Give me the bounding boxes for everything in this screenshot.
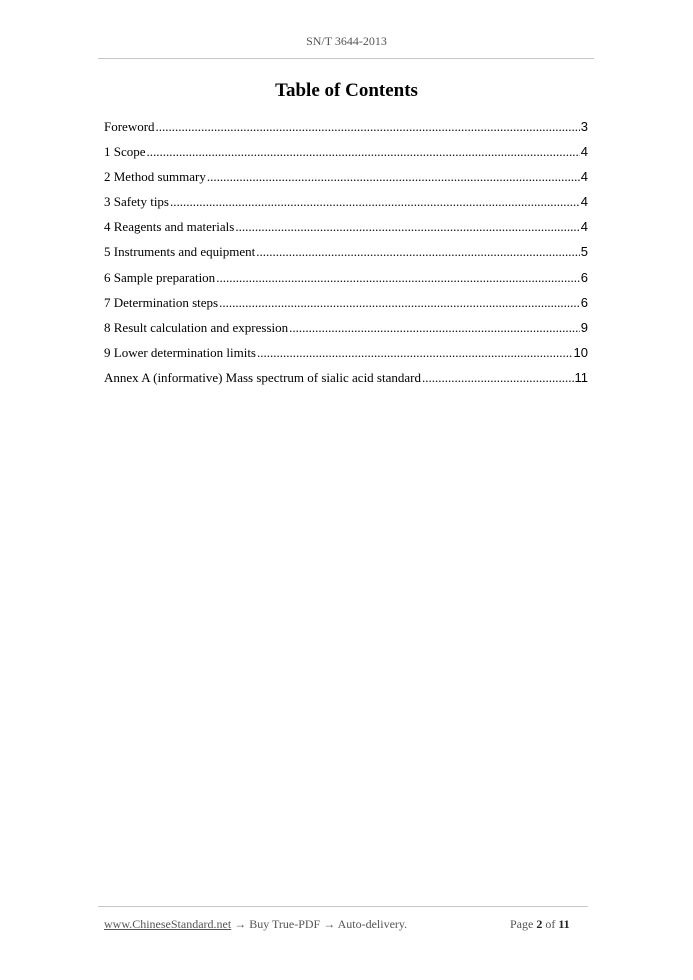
toc-entry-label: 5 Instruments and equipment [104, 244, 256, 260]
toc-entry-page: 6 [580, 294, 588, 310]
of-word: of [545, 917, 556, 931]
toc-entry-scope[interactable] [104, 142, 588, 167]
toc-entry-label: Annex A (informative) Mass spectrum of sialic acid standard [104, 369, 421, 385]
toc-entry-annex-a[interactable] [104, 368, 588, 393]
toc-entry-label: 2 Method summary [104, 169, 206, 185]
toc-dot-leader [289, 318, 580, 338]
page-word: Page [510, 917, 534, 931]
toc-entry-page: 4 [580, 144, 588, 160]
toc-entry-page: 6 [580, 269, 588, 285]
toc-entry-label: 6 Sample preparation [104, 269, 216, 285]
toc-title: Table of Contents [275, 80, 418, 101]
toc-entry-method-summary[interactable] [104, 167, 588, 192]
toc-entry-label: 9 Lower determination limits [104, 344, 256, 360]
header-divider [98, 58, 594, 59]
toc-entry-foreword[interactable] [104, 117, 588, 142]
toc-entry-page: 4 [580, 194, 588, 210]
toc-entry-page: 5 [580, 244, 588, 260]
arrow-right-icon: → [231, 917, 250, 931]
current-page-number: 2 [536, 917, 543, 931]
toc-entry-page: 3 [580, 119, 588, 134]
toc-dot-leader [235, 217, 579, 237]
footer-promo [104, 917, 407, 932]
toc-dot-leader [219, 293, 580, 313]
toc-list [104, 117, 588, 393]
toc-entry-page: 4 [580, 169, 588, 185]
running-header [0, 34, 693, 49]
toc-dot-leader [422, 368, 574, 388]
toc-entry-label: Foreword [104, 119, 155, 134]
toc-entry-instruments-and-equipment[interactable] [104, 242, 588, 267]
buy-pdf-text: Buy True-PDF [249, 917, 321, 931]
total-page-count: 11 [558, 917, 570, 931]
toc-entry-page: 9 [580, 319, 588, 335]
auto-delivery-text: Auto-delivery. [337, 917, 408, 931]
toc-dot-leader [147, 142, 580, 162]
toc-entry-determination-steps[interactable] [104, 293, 588, 318]
toc-entry-page: 4 [580, 219, 588, 235]
arrow-right-icon: → [320, 917, 338, 931]
toc-entry-sample-preparation[interactable] [104, 268, 588, 293]
website-link[interactable]: www.ChineseStandard.net [104, 917, 232, 931]
toc-entry-label: 7 Determination steps [104, 294, 219, 310]
toc-entry-label: 1 Scope [104, 144, 146, 160]
toc-entry-result-calculation[interactable] [104, 318, 588, 343]
toc-dot-leader [257, 343, 573, 363]
toc-entry-reagents-and-materials[interactable] [104, 217, 588, 242]
toc-dot-leader [156, 117, 580, 137]
document-id: SN/T 3644-2013 [306, 34, 387, 48]
page-indicator [510, 917, 570, 932]
toc-entry-lower-determination-limits[interactable] [104, 343, 588, 368]
toc-entry-label: 4 Reagents and materials [104, 219, 235, 235]
toc-dot-leader [207, 167, 580, 187]
toc-dot-leader [170, 192, 580, 212]
toc-entry-label: 8 Result calculation and expression [104, 319, 289, 335]
toc-entry-page: 10 [573, 344, 588, 360]
footer-divider [98, 906, 588, 907]
toc-dot-leader [256, 242, 579, 262]
toc-dot-leader [216, 268, 580, 288]
toc-entry-label: 3 Safety tips [104, 194, 169, 210]
toc-entry-safety-tips[interactable] [104, 192, 588, 217]
toc-entry-page: 11 [574, 369, 588, 385]
